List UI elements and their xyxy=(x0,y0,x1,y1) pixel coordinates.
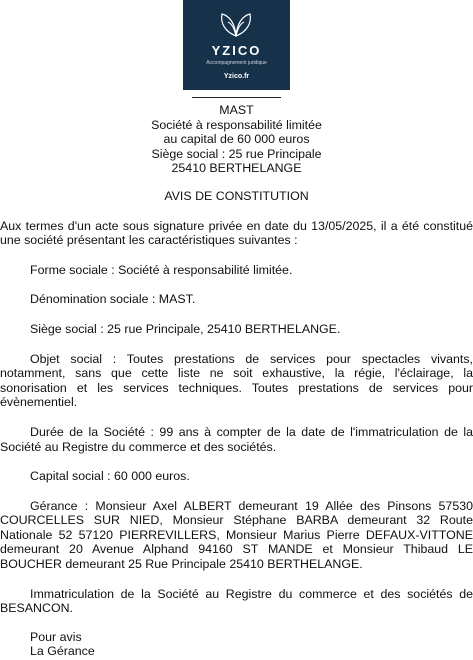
paragraph-forme: Forme sociale : Société à responsabilité limitée. xyxy=(30,262,293,277)
company-seat: Siège social : 25 rue Principale xyxy=(151,146,322,161)
paragraph-immatriculation: Immatriculation de la Société au Registre du commerce et des sociétés de BESANCON. xyxy=(0,586,473,616)
paragraph-denomination: Dénomination sociale : MAST. xyxy=(30,292,196,307)
paragraph-gerance: Gérance : Monsieur Axel ALBERT demeurant 19 Allée des Pinsons 57530 COURCELLES SUR NIED, Monsieur Stéphane BARBA demeurant 32 Route Nationale 52 57120 PIERREVILLERS, Monsieur Marius Pierre DEFAUX-VITTONE demeurant 20 Avenue Alphand 94160 ST MANDE et Monsieur Thibaud LE BOUCHER demeurant 25 Rue Principale 25410 BERTHELANGE. xyxy=(0,498,473,572)
legal-notice xyxy=(0,103,473,659)
logo-url: Yzico.fr xyxy=(223,73,250,80)
notice-title: AVIS DE CONSTITUTION xyxy=(164,188,309,203)
header-divider xyxy=(192,97,281,98)
paragraph-siege: Siège social : 25 rue Principale, 25410 BERTHELANGE. xyxy=(30,321,341,336)
signature-line-2: La Gérance xyxy=(30,644,95,659)
signature-line-1: Pour avis xyxy=(30,629,82,644)
paragraph-duree: Durée de la Société : 99 ans à compter de la date de l'immatriculation de la Société au Registre du commerce et des sociétés. xyxy=(0,424,473,454)
signature-block xyxy=(0,630,473,659)
leaf-emblem-icon xyxy=(216,6,256,42)
company-city: 25410 BERTHELANGE xyxy=(171,161,302,176)
yzico-logo xyxy=(183,0,290,90)
logo-tagline: Accompagnement juridique xyxy=(206,60,267,66)
paragraph-capital: Capital social : 60 000 euros. xyxy=(30,469,190,484)
company-name: MAST xyxy=(219,103,254,117)
company-form: Société à responsabilité limitée xyxy=(151,117,322,132)
paragraph-objet: Objet social : Toutes prestations de services pour spectacles vivants, notamment, sans que cette liste ne soit exhaustive, la régie, l'éclairage, la sonorisation et les services techniques. Toutes prestations de services pour évènementiel. xyxy=(0,351,473,410)
company-capital: au capital de 60 000 euros xyxy=(163,132,310,147)
paragraph-intro: Aux termes d'un acte sous signature privée en date du 13/05/2025, il a été constitué une société présentant les caractéristiques suivantes : xyxy=(0,218,473,248)
logo-name: YZICO xyxy=(211,43,262,58)
